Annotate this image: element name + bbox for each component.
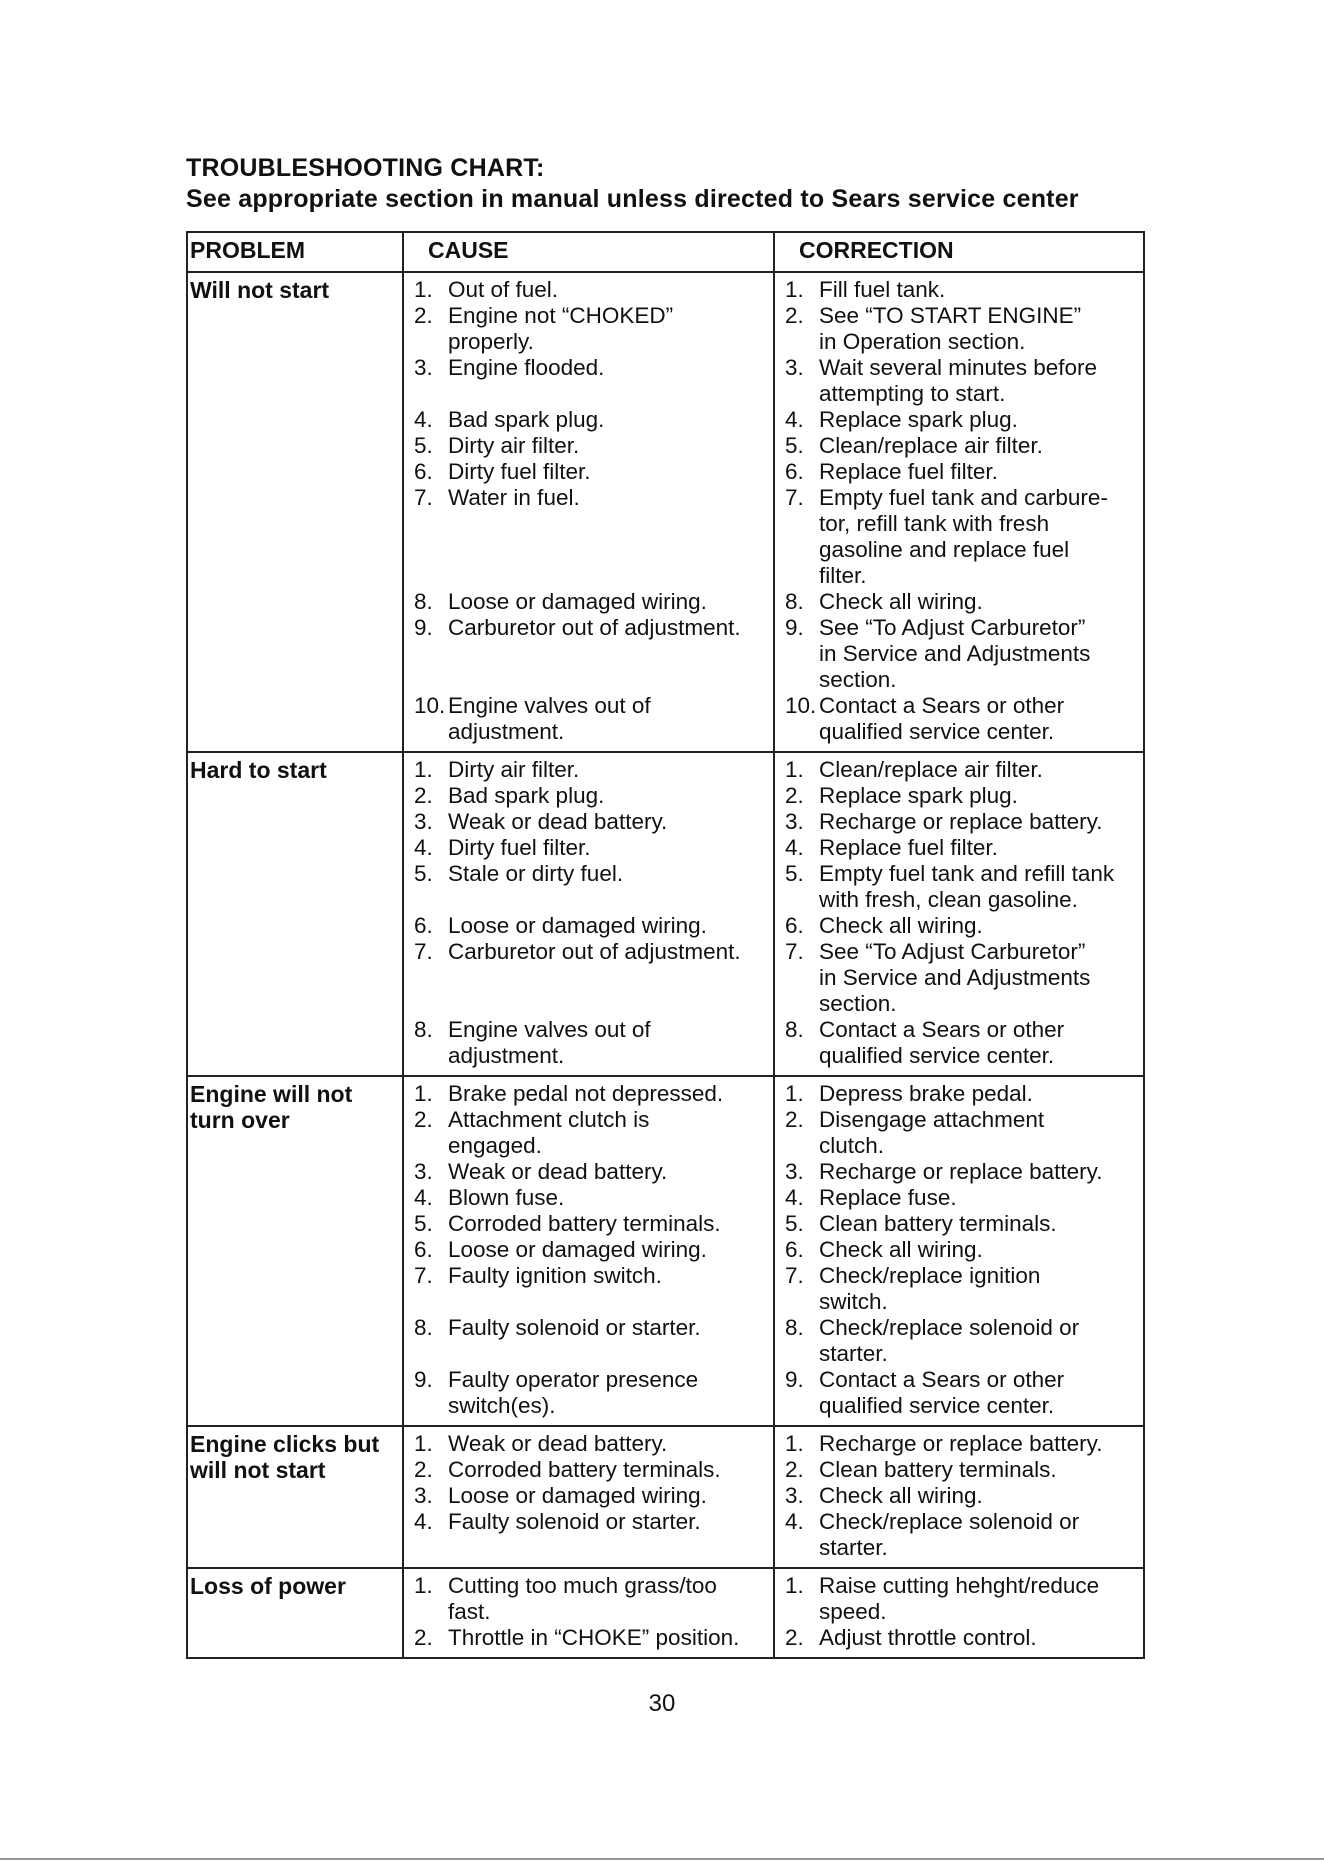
correction-item: [775, 433, 1143, 459]
item-text: Engine valves out of: [448, 693, 651, 718]
item-continuation: adjustment.: [448, 1043, 565, 1068]
item-continuation: qualified service center.: [819, 1043, 1055, 1068]
item-text: Dirty air filter.: [448, 757, 580, 782]
cause-item: [404, 1263, 773, 1289]
correction-item: [775, 1185, 1143, 1211]
item-number: 2.: [414, 303, 433, 328]
item-text: Check all wiring.: [819, 1483, 983, 1508]
cause-item: [404, 1573, 773, 1599]
item-number: 5.: [414, 861, 433, 886]
item-continuation: adjustment.: [448, 719, 565, 744]
problem-text: Will not start: [190, 277, 330, 303]
item-text: Engine valves out of: [448, 1017, 651, 1042]
item-continuation: [404, 537, 773, 563]
correction-item: [775, 1159, 1143, 1185]
item-text: Clean battery terminals.: [819, 1211, 1057, 1236]
item-text: Faulty solenoid or starter.: [448, 1315, 701, 1340]
correction-item: [775, 1431, 1143, 1457]
correction-item: [775, 1237, 1143, 1263]
item-text: Carburetor out of adjustment.: [448, 615, 741, 640]
cause-item: [404, 809, 773, 835]
item-text: Engine flooded.: [448, 355, 605, 380]
cause-item: [404, 783, 773, 809]
bottom-rule: [0, 1858, 1324, 1860]
header-row: [187, 232, 1144, 272]
cause-item: [404, 407, 773, 433]
item-continuation: with fresh, clean gasoline.: [819, 887, 1078, 912]
item-number: 4.: [414, 1509, 433, 1534]
cause-item: [404, 939, 773, 965]
item-number: 3.: [785, 355, 804, 380]
item-text: See “To Adjust Carburetor”: [819, 615, 1086, 640]
correction-item: [775, 861, 1143, 887]
cause-item: [404, 1017, 773, 1043]
item-continuation: [404, 563, 773, 589]
table-row: [187, 752, 1144, 1076]
item-text: Clean/replace air filter.: [819, 433, 1043, 458]
correction-item: [775, 1263, 1143, 1289]
item-text: Engine not “CHOKED”: [448, 303, 674, 328]
table-row: [187, 272, 1144, 752]
item-text: Cutting too much grass/too: [448, 1573, 717, 1598]
cause-item: [404, 1107, 773, 1133]
item-text: Check all wiring.: [819, 913, 983, 938]
item-number: 7.: [785, 939, 804, 964]
header-problem: PROBLEM: [187, 232, 403, 272]
item-text: Stale or dirty fuel.: [448, 861, 624, 886]
item-text: Brake pedal not depressed.: [448, 1081, 724, 1106]
item-number: 5.: [414, 1211, 433, 1236]
item-number: 6.: [785, 1237, 804, 1262]
item-text: Attachment clutch is: [448, 1107, 650, 1132]
cause-item: [404, 1185, 773, 1211]
item-text: Check/replace solenoid or: [819, 1509, 1080, 1534]
item-text: Dirty air filter.: [448, 433, 580, 458]
item-continuation: fast.: [448, 1599, 491, 1624]
problem-cell: [187, 1568, 403, 1658]
correction-item: [775, 783, 1143, 809]
item-text: Faulty solenoid or starter.: [448, 1509, 701, 1534]
item-number: 7.: [414, 485, 433, 510]
correction-item: [775, 277, 1143, 303]
item-continuation: [404, 1341, 773, 1367]
cause-cell: [403, 752, 774, 1076]
item-text: Fill fuel tank.: [819, 277, 946, 302]
item-text: Replace fuel filter.: [819, 459, 998, 484]
item-number: 8.: [414, 1017, 433, 1042]
item-text: Weak or dead battery.: [448, 809, 668, 834]
cause-item: [404, 1367, 773, 1393]
item-text: Wait several minutes before: [819, 355, 1098, 380]
cause-item: [404, 589, 773, 615]
item-number: 3.: [785, 809, 804, 834]
correction-item: [775, 1211, 1143, 1237]
correction-cell: [774, 1076, 1144, 1426]
item-continuation: starter.: [819, 1535, 888, 1560]
table-body: [187, 272, 1144, 1658]
item-text: Loose or damaged wiring.: [448, 913, 707, 938]
item-text: Check all wiring.: [819, 1237, 983, 1262]
item-number: 2.: [414, 1107, 433, 1132]
correction-item: [775, 589, 1143, 615]
cause-item: [404, 757, 773, 783]
item-continuation: [404, 667, 773, 693]
item-number: 2.: [785, 1107, 804, 1132]
item-number: 8.: [414, 589, 433, 614]
table-row: [187, 1568, 1144, 1658]
cause-cell: [403, 1426, 774, 1568]
item-number: 3.: [414, 809, 433, 834]
item-continuation: qualified service center.: [819, 719, 1055, 744]
item-text: Empty fuel tank and carbure-: [819, 485, 1108, 510]
correction-item: [775, 1625, 1143, 1651]
item-text: Recharge or replace battery.: [819, 1159, 1103, 1184]
item-number: 3.: [785, 1159, 804, 1184]
cause-cell: [403, 1076, 774, 1426]
item-continuation: in Operation section.: [819, 329, 1026, 354]
item-text: Corroded battery terminals.: [448, 1457, 721, 1482]
problem-text: Engine will not: [190, 1081, 353, 1107]
item-number: 5.: [785, 433, 804, 458]
item-number: 3.: [414, 355, 433, 380]
item-continuation: speed.: [819, 1599, 887, 1624]
item-text: Check all wiring.: [819, 589, 983, 614]
item-text: Adjust throttle control.: [819, 1625, 1037, 1650]
cause-item: [404, 1625, 773, 1651]
item-text: Dirty fuel filter.: [448, 459, 591, 484]
item-number: 10.: [785, 693, 817, 718]
problem-cell: [187, 272, 403, 752]
item-number: 8.: [785, 589, 804, 614]
item-continuation: attempting to start.: [819, 381, 1006, 406]
item-number: 3.: [414, 1159, 433, 1184]
chart-title: TROUBLESHOOTING CHART:: [186, 154, 545, 182]
item-number: 9.: [785, 615, 804, 640]
item-continuation: [404, 991, 773, 1017]
item-number: 6.: [785, 913, 804, 938]
item-text: Faulty ignition switch.: [448, 1263, 662, 1288]
item-continuation: engaged.: [448, 1133, 542, 1158]
correction-cell: [774, 752, 1144, 1076]
item-number: 1.: [785, 277, 804, 302]
item-number: 4.: [785, 407, 804, 432]
correction-item: [775, 1457, 1143, 1483]
item-continuation: section.: [819, 991, 897, 1016]
item-continuation: section.: [819, 667, 897, 692]
item-text: Depress brake pedal.: [819, 1081, 1033, 1106]
item-number: 2.: [785, 783, 804, 808]
item-text: Carburetor out of adjustment.: [448, 939, 741, 964]
item-text: Check/replace ignition: [819, 1263, 1041, 1288]
cause-item: [404, 1483, 773, 1509]
item-number: 8.: [414, 1315, 433, 1340]
item-continuation: clutch.: [819, 1133, 885, 1158]
cause-item: [404, 433, 773, 459]
correction-cell: [774, 1568, 1144, 1658]
item-text: Contact a Sears or other: [819, 1367, 1065, 1392]
item-text: Weak or dead battery.: [448, 1431, 668, 1456]
correction-item: [775, 757, 1143, 783]
item-text: Disengage attachment: [819, 1107, 1045, 1132]
correction-item: [775, 693, 1143, 719]
item-text: Blown fuse.: [448, 1185, 565, 1210]
item-number: 5.: [785, 1211, 804, 1236]
item-number: 2.: [414, 1457, 433, 1482]
problem-text: turn over: [190, 1107, 290, 1133]
correction-item: [775, 1483, 1143, 1509]
item-number: 6.: [414, 1237, 433, 1262]
item-number: 7.: [785, 1263, 804, 1288]
item-text: See “To Adjust Carburetor”: [819, 939, 1086, 964]
correction-item: [775, 1367, 1143, 1393]
correction-cell: [774, 1426, 1144, 1568]
item-number: 2.: [785, 1457, 804, 1482]
item-continuation: [404, 511, 773, 537]
item-number: 1.: [785, 757, 804, 782]
table-row: [187, 1426, 1144, 1568]
item-continuation: properly.: [448, 329, 534, 354]
item-continuation: starter.: [819, 1341, 888, 1366]
item-number: 8.: [785, 1017, 804, 1042]
cause-item: [404, 861, 773, 887]
problem-text: will not start: [190, 1457, 326, 1483]
item-text: Loose or damaged wiring.: [448, 589, 707, 614]
item-number: 1.: [414, 757, 433, 782]
item-number: 4.: [785, 1185, 804, 1210]
item-text: Check/replace solenoid or: [819, 1315, 1080, 1340]
item-number: 9.: [414, 615, 433, 640]
item-continuation: [404, 381, 773, 407]
correction-item: [775, 615, 1143, 641]
item-number: 1.: [785, 1081, 804, 1106]
item-text: Clean/replace air filter.: [819, 757, 1043, 782]
item-number: 2.: [785, 303, 804, 328]
item-number: 1.: [414, 1431, 433, 1456]
problem-text: Loss of power: [190, 1573, 346, 1599]
item-number: 1.: [785, 1573, 804, 1598]
item-number: 4.: [785, 1509, 804, 1534]
item-continuation: tor, refill tank with fresh: [819, 511, 1050, 536]
item-number: 5.: [785, 861, 804, 886]
page-number: 30: [648, 1690, 676, 1717]
correction-item: [775, 459, 1143, 485]
correction-item: [775, 913, 1143, 939]
item-text: Contact a Sears or other: [819, 693, 1065, 718]
item-text: Bad spark plug.: [448, 783, 605, 808]
correction-item: [775, 939, 1143, 965]
item-number: 4.: [414, 835, 433, 860]
header-cause: CAUSE: [403, 232, 774, 272]
item-text: Clean battery terminals.: [819, 1457, 1057, 1482]
item-number: 1.: [785, 1431, 804, 1456]
item-text: Water in fuel.: [448, 485, 580, 510]
item-text: Dirty fuel filter.: [448, 835, 591, 860]
item-text: Recharge or replace battery.: [819, 1431, 1103, 1456]
item-number: 10.: [414, 693, 446, 718]
cause-item: [404, 459, 773, 485]
item-text: Bad spark plug.: [448, 407, 605, 432]
item-text: See “TO START ENGINE”: [819, 303, 1082, 328]
item-number: 6.: [414, 913, 433, 938]
item-continuation: filter.: [819, 563, 867, 588]
item-number: 3.: [414, 1483, 433, 1508]
item-number: 7.: [785, 485, 804, 510]
item-number: 2.: [785, 1625, 804, 1650]
correction-item: [775, 809, 1143, 835]
correction-item: [775, 1107, 1143, 1133]
cause-item: [404, 1081, 773, 1107]
item-text: Empty fuel tank and refill tank: [819, 861, 1115, 886]
problem-cell: [187, 752, 403, 1076]
correction-item: [775, 407, 1143, 433]
item-continuation: [404, 965, 773, 991]
correction-item: [775, 1081, 1143, 1107]
troubleshooting-table: [186, 231, 1145, 1659]
correction-item: [775, 1315, 1143, 1341]
problem-cell: [187, 1076, 403, 1426]
cause-cell: [403, 1568, 774, 1658]
item-continuation: gasoline and replace fuel: [819, 537, 1070, 562]
item-text: Loose or damaged wiring.: [448, 1483, 707, 1508]
item-text: Corroded battery terminals.: [448, 1211, 721, 1236]
item-text: Replace spark plug.: [819, 783, 1018, 808]
cause-item: [404, 615, 773, 641]
problem-text: Hard to start: [190, 757, 327, 783]
cause-item: [404, 1431, 773, 1457]
problem-cell: [187, 1426, 403, 1568]
item-number: 1.: [414, 1081, 433, 1106]
item-number: 4.: [414, 1185, 433, 1210]
cause-item: [404, 835, 773, 861]
cause-item: [404, 1457, 773, 1483]
item-number: 7.: [414, 939, 433, 964]
item-number: 9.: [414, 1367, 433, 1392]
correction-item: [775, 835, 1143, 861]
cause-cell: [403, 272, 774, 752]
item-number: 1.: [414, 1573, 433, 1598]
cause-item: [404, 1237, 773, 1263]
correction-item: [775, 1017, 1143, 1043]
correction-item: [775, 355, 1143, 381]
item-continuation: [404, 887, 773, 913]
item-number: 2.: [414, 1625, 433, 1650]
cause-item: [404, 913, 773, 939]
item-continuation: in Service and Adjustments: [819, 641, 1091, 666]
item-text: Replace fuse.: [819, 1185, 957, 1210]
item-number: 7.: [414, 1263, 433, 1288]
item-continuation: [404, 1289, 773, 1315]
problem-text: Engine clicks but: [190, 1431, 380, 1457]
item-number: 6.: [785, 459, 804, 484]
page-title: [186, 153, 1079, 215]
cause-item: [404, 485, 773, 511]
item-number: 5.: [414, 433, 433, 458]
correction-item: [775, 485, 1143, 511]
cause-item: [404, 355, 773, 381]
item-text: Weak or dead battery.: [448, 1159, 668, 1184]
item-continuation: switch(es).: [448, 1393, 556, 1418]
item-number: 9.: [785, 1367, 804, 1392]
item-continuation: switch.: [819, 1289, 888, 1314]
cause-item: [404, 303, 773, 329]
table-row: [187, 1076, 1144, 1426]
cause-item: [404, 1211, 773, 1237]
item-continuation: qualified service center.: [819, 1393, 1055, 1418]
item-text: Replace fuel filter.: [819, 835, 998, 860]
correction-item: [775, 303, 1143, 329]
cause-item: [404, 1509, 773, 1535]
correction-item: [775, 1573, 1143, 1599]
item-text: Raise cutting hehght/reduce: [819, 1573, 1100, 1598]
item-text: Faulty operator presence: [448, 1367, 699, 1392]
item-continuation: in Service and Adjustments: [819, 965, 1091, 990]
correction-cell: [774, 272, 1144, 752]
item-text: Recharge or replace battery.: [819, 809, 1103, 834]
chart-subtitle: See appropriate section in manual unless directed to Sears service center: [186, 185, 1079, 213]
cause-item: [404, 1159, 773, 1185]
item-number: 3.: [785, 1483, 804, 1508]
item-text: Throttle in “CHOKE” position.: [448, 1625, 740, 1650]
item-number: 1.: [414, 277, 433, 302]
item-number: 8.: [785, 1315, 804, 1340]
item-text: Contact a Sears or other: [819, 1017, 1065, 1042]
item-text: Out of fuel.: [448, 277, 559, 302]
cause-item: [404, 277, 773, 303]
cause-item: [404, 693, 773, 719]
item-number: 4.: [414, 407, 433, 432]
cause-item: [404, 1315, 773, 1341]
item-continuation: [404, 641, 773, 667]
item-text: Loose or damaged wiring.: [448, 1237, 707, 1262]
correction-item: [775, 1509, 1143, 1535]
item-number: 6.: [414, 459, 433, 484]
item-number: 2.: [414, 783, 433, 808]
item-number: 4.: [785, 835, 804, 860]
header-correction: CORRECTION: [774, 232, 1144, 272]
item-text: Replace spark plug.: [819, 407, 1018, 432]
